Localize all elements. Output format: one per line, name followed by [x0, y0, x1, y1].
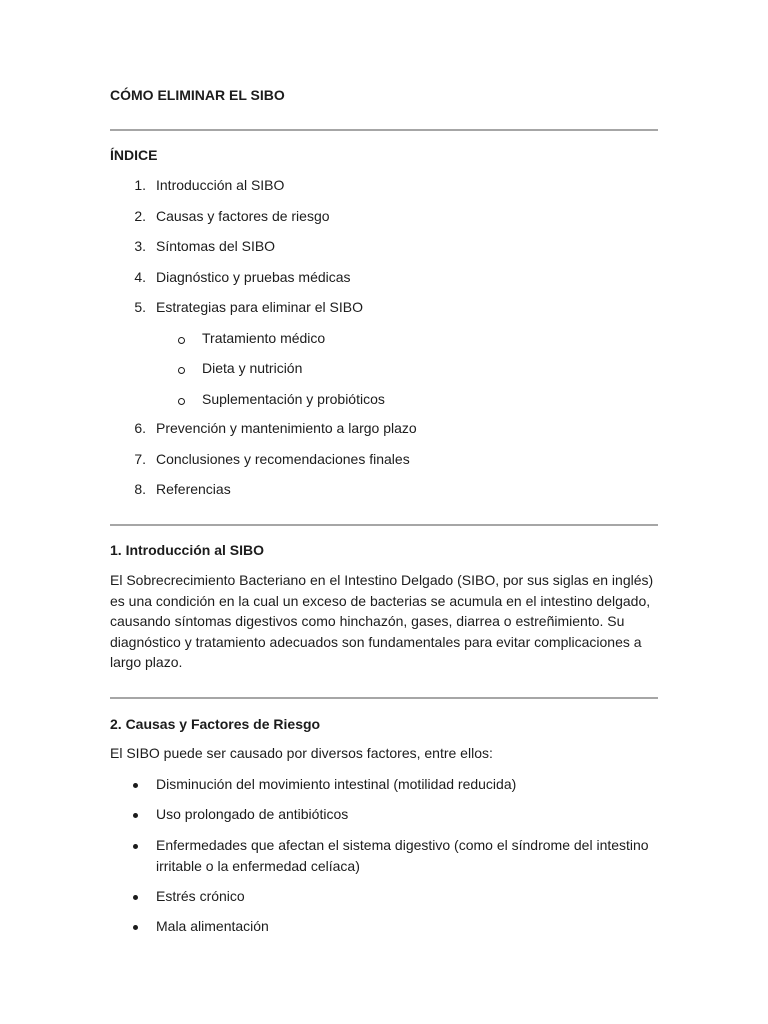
index-item-number: 7.: [134, 451, 146, 467]
index-item-label: Referencias: [156, 481, 231, 497]
list-item-text: Disminución del movimiento intestinal (motilidad reducida): [156, 776, 517, 792]
divider: [110, 524, 658, 526]
index-item-label: Estrategias para eliminar el SIBO: [156, 299, 363, 315]
list-item-text: Enfermedades que afectan el sistema digestivo (como el síndrome del intestino irritable o la enfermedad celíaca): [156, 837, 649, 874]
index-item-number: 6.: [134, 420, 146, 436]
bullet-icon: [133, 925, 138, 930]
bullet-icon: [133, 783, 138, 788]
index-item-number: 1.: [134, 177, 146, 193]
index-item-label: Síntomas del SIBO: [156, 238, 276, 254]
index-item-number: 8.: [134, 481, 146, 497]
hollow-bullet-icon: [178, 367, 185, 374]
document-title: CÓMO ELIMINAR EL SIBO: [110, 87, 285, 103]
hollow-bullet-icon: [178, 337, 185, 344]
index-subitem-label: Dieta y nutrición: [202, 360, 303, 376]
index-item-label: Prevención y mantenimiento a largo plazo: [156, 420, 417, 436]
index-item-label: Introducción al SIBO: [156, 177, 285, 193]
bullet-icon: [133, 895, 138, 900]
index-subitem-label: Tratamiento médico: [202, 330, 326, 346]
list-item-text: Mala alimentación: [156, 918, 269, 934]
index-item-number: 4.: [134, 269, 146, 285]
bullet-icon: [133, 844, 138, 849]
index-item-label: Diagnóstico y pruebas médicas: [156, 269, 351, 285]
section-heading: 2. Causas y Factores de Riesgo: [110, 716, 321, 732]
index-item-number: 5.: [134, 299, 146, 315]
list-item-text: Estrés crónico: [156, 888, 245, 904]
section-paragraph: El SIBO puede ser causado por diversos factores, entre ellos:: [110, 745, 493, 761]
index-item-number: 2.: [134, 208, 146, 224]
bullet-icon: [133, 813, 138, 818]
index-item-number: 3.: [134, 238, 146, 254]
index-item-label: Conclusiones y recomendaciones finales: [156, 451, 410, 467]
index-item-label: Causas y factores de riesgo: [156, 208, 330, 224]
list-item-text: Uso prolongado de antibióticos: [156, 806, 349, 822]
index-heading: ÍNDICE: [110, 147, 158, 163]
divider: [110, 697, 658, 699]
section-heading: 1. Introducción al SIBO: [110, 542, 265, 558]
divider: [110, 129, 658, 131]
section-paragraph: El Sobrecrecimiento Bacteriano en el Intestino Delgado (SIBO, por sus siglas en inglés) es una condición en la cual un exceso de bacterias se acumula en el intestino delgado, causando síntomas digestivos como hinchazón, gases, diarrea o estreñimiento. Su diagnóstico y tratamiento adecuados son fundamentales para evitar complicaciones a largo plazo.: [110, 572, 654, 671]
hollow-bullet-icon: [178, 398, 185, 405]
index-subitem-label: Suplementación y probióticos: [202, 391, 385, 407]
